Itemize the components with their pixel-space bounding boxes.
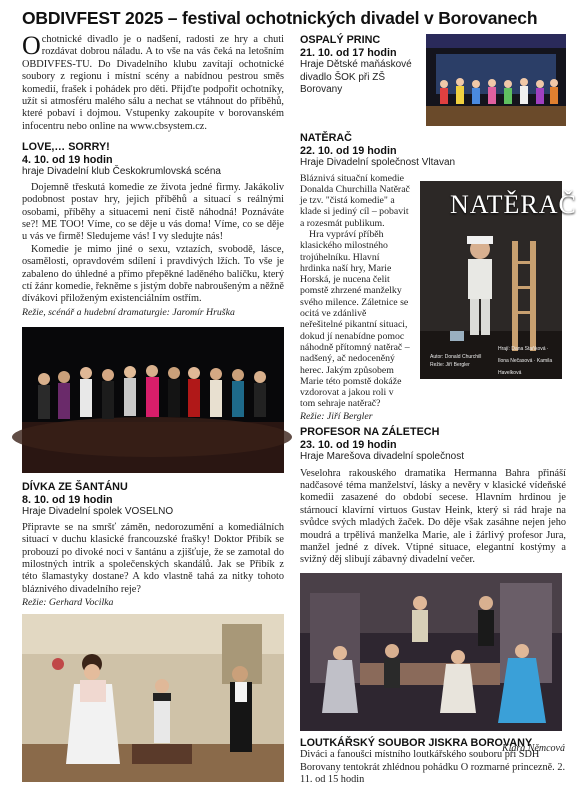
loutky-paragraph: Diváci a fanoušci místního loutkářského souboru při SDH Borovany tentokrát zhlédnou pohádku O rozmarné princezně. 2. 11. od 15 hodin [300, 749, 566, 786]
naterac-paragraph-2: Hra vypráví příběh klasického milostného trojúhelníku. Hlavní hrdinka naší hry, Marie Horská, je nucena čelit pomstě zhrzené manželky svého milence. Záletnice se ocitá ve zdánlivě neřešitelné pikantní situaci, dokud jí nenabídne pomoc náhodně přítomný natěrač – nadšený, ač nedoceněný herec. Jakým způsobem Marie této pomstě dokáže vzdorovat a jakou roli v tom sehraje natěrač? [300, 228, 410, 410]
naterac-credit: Režie: Jiří Bergler [300, 410, 373, 422]
love-paragraph-1: Dojemně třeskutá komedie ze života jedné firmy. Jakákoliv podobnost postav hry, jejich příběhů a situací s reálnými osobami, příběhy a situacemi není čistě náhodná! Poznáváte se?! ME TOO! Víme, co se děje u vás doma! Víme, co se děje u vás ve firmě! Sledujeme vás! I vy sledujte nás! [22, 181, 284, 243]
page-title: OBDIVFEST 2025 – festival ochotnických divadel v Borovanech [22, 8, 538, 28]
left-column [22, 31, 284, 782]
poster-title: NATĚRAČ [450, 189, 577, 219]
profesor-date: 23. 10. od 19 hodin [300, 438, 397, 451]
divka-company: Hraje Divadelní spolek VOSELNO [22, 506, 174, 518]
divka-stage-photo [22, 614, 284, 782]
love-credit: Režie, scénář a hudební dramaturgie: Jaromír Hruška [22, 306, 235, 318]
author-signature: Klára Němcová [501, 743, 565, 754]
intro-paragraph [22, 31, 284, 133]
profesor-stage-photo [300, 573, 562, 731]
love-title: LOVE,… SORRY! [22, 141, 110, 154]
love-company: hraje Divadelní klub Českokrumlovská scéna [22, 166, 221, 178]
loutky-title: LOUTKÁŘSKÝ SOUBOR JISKRA BOROVANY [300, 736, 533, 749]
right-column [300, 34, 577, 787]
naterac-paragraph-1: Bláznivá situační komedie Donalda Churchilla Natěrač je tzv. "čistá komedie" a klade si jediný cíl – pobavit a rozesmát publikum. [300, 172, 410, 229]
poster-director: Režie: Jiří Bergler [430, 361, 470, 368]
divka-title: DÍVKA ZE ŠANTÁNU [22, 481, 128, 494]
princ-photo [426, 34, 566, 126]
naterac-company: Hraje Divadelní společnost Vltavan [300, 157, 456, 168]
divka-date: 8. 10. od 19 hodin [22, 493, 113, 506]
divka-credit: Režie: Gerhard Vocilka [22, 597, 114, 609]
love-date: 4. 10. od 19 hodin [22, 153, 113, 166]
profesor-company: Hraje Marešova divadelní společnost [300, 451, 464, 463]
naterac-title: NATĚRAČ [300, 132, 352, 144]
princ-company: Hraje Dětské maňáskové divadlo ŠOK při ZŠ Borovany [300, 59, 412, 95]
naterac-poster [420, 181, 577, 379]
love-paragraph-2: Komedie je mimo jiné o sexu, vztazích, svobodě, lásce, osamělosti, opravdovém sdílení i pravdivých lžích. To vše je zabaleno do úhledné a přímo přepěkné laděného balíčku, který ctí žánr komedie, řekněme s jistým dobře nabroušeným a něžně dívákovi přiloženým existenciálním ostřím. [22, 243, 284, 305]
poster-cast: Hrají: Dana Staňková · Ilona Nečasová · Kamila Havelková [498, 345, 553, 377]
intro-text: chotnické divadlo je o nadšení, radosti ze hry a chuti rozdávat dobrou náladu. A to vše na vás čeká na letošním OBDIVFES-TU. Do Divadelního klubu zavítají ochotnické soubory z regionu i místní scény a nabídnou pestrou směs komedií, frašek i pohádek pro děti. Přijďte podpořit ochotníky, užít si atmosféru malého sálu a nechat se vtáhnout do příběhů, které pobaví i dojmou. Vstupenky zakoupíte v borovanském infocentru nebo online na www.cbsystem.cz. [22, 34, 284, 132]
profesor-title: PROFESOR NA ZÁLETECH [300, 426, 440, 439]
naterac-date: 22. 10. od 19 hodin [300, 144, 397, 157]
princ-title: OSPALÝ PRINC [300, 34, 381, 46]
profesor-paragraph: Veselohra rakouského dramatika Hermanna Bahra přináší nadčasové téma manželství, lásky a nevěry v klasické vídeňské komedii zasazené do období secese. Hlavním hrdinou je stárnoucí klavírní virtuos Gustav Heink, který si rád hraje na svůdce svých mladých žaček. Do děje však zasáhne nejen jeho moudrá a trpělivá manželka Marie, ale i žárlivý profesor Jura, manžel jedné z dívek. Vtipné situace, elegantní kostýmy a svižný děj slibují zábavný divadelní večer. [300, 467, 566, 566]
princ-date: 21. 10. od 17 hodin [300, 46, 397, 59]
love-sorry-stage-photo [22, 327, 284, 473]
poster-author: Autor: Donald Churchill [430, 353, 482, 360]
divka-paragraph: Připravte se na smršť záměn, nedorozumění a komediálních situací v duchu klasické francouzské frašky! Doktor Přibík se probouzí po divoké noci v šantánu a zjišťuje, že se zamotal do milostných intrik a společenských skandálů. Jak se Přibík z této šlamastyky dostane? A kdo vlastně tahá za nitky tohoto bláznivého divadelního reje? [22, 521, 284, 595]
drop-cap: O [22, 31, 41, 60]
